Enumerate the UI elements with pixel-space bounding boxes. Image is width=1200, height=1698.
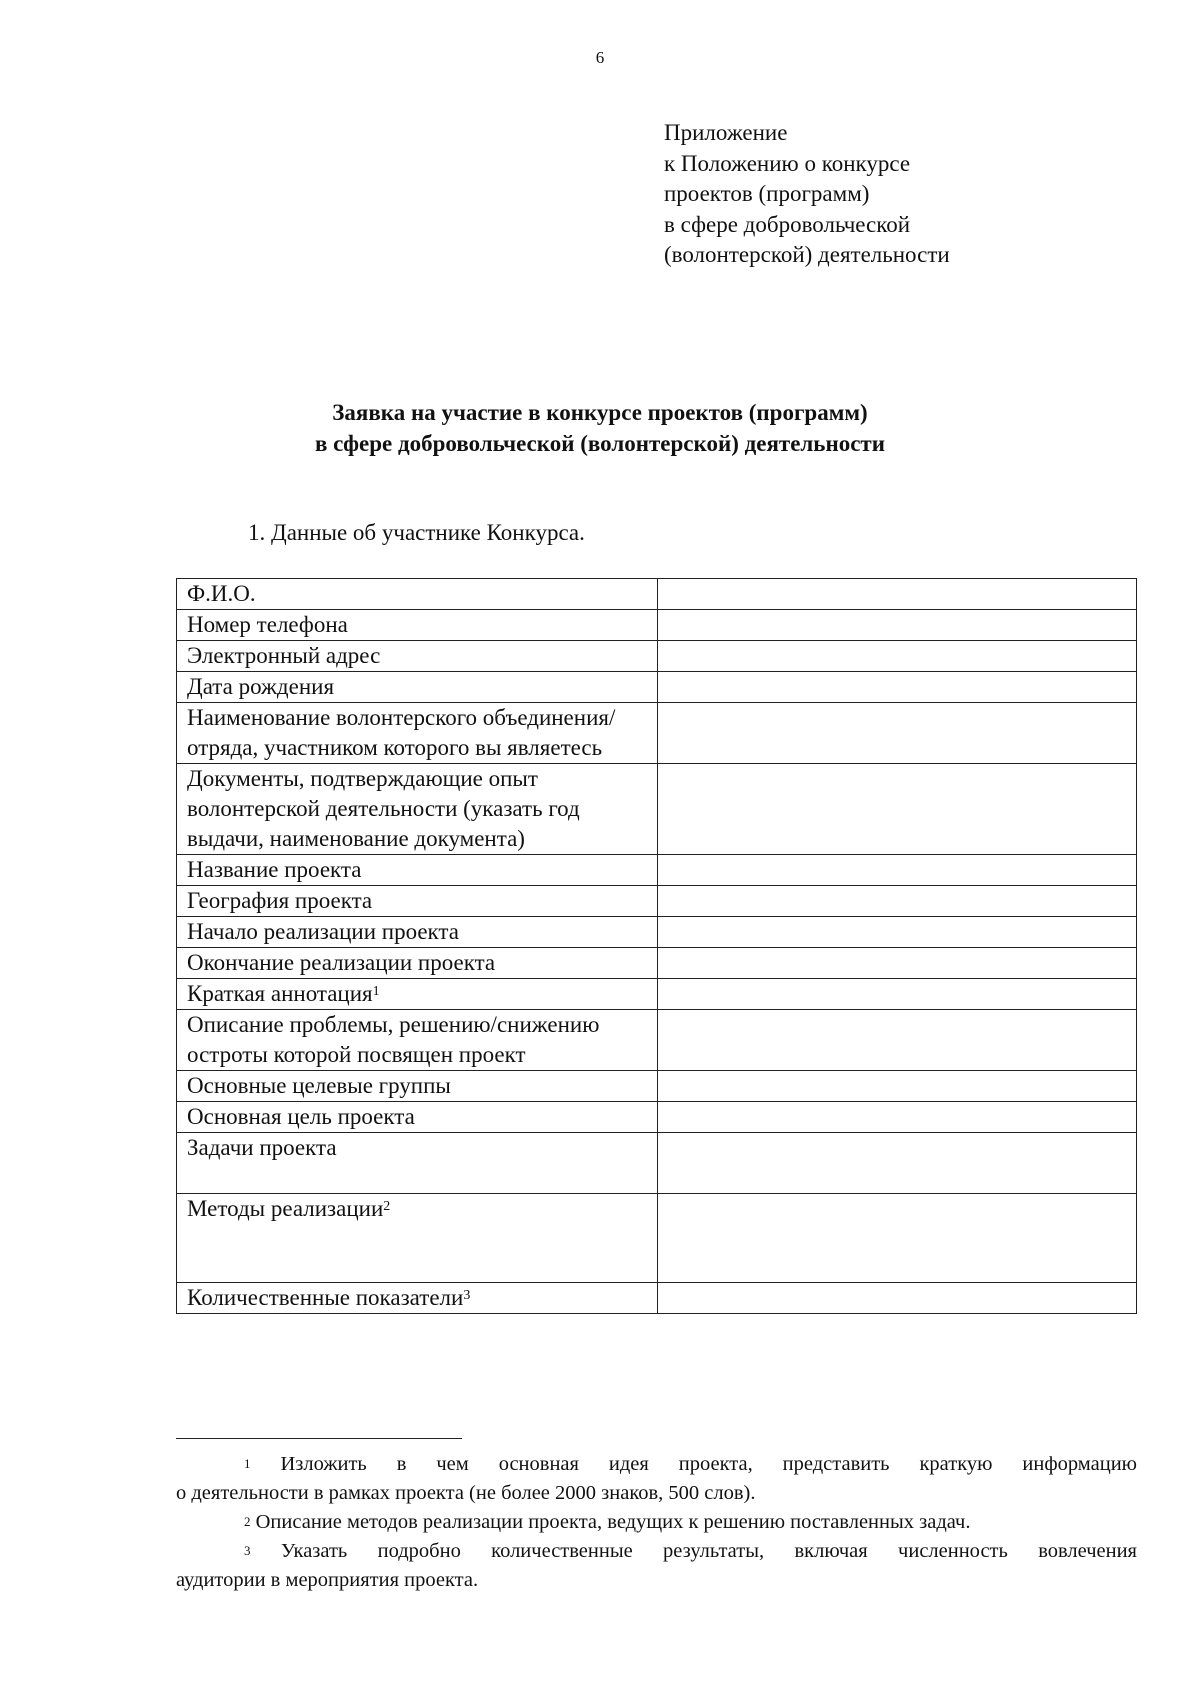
row-value[interactable]: [658, 917, 1137, 948]
footnote-mark: 3: [244, 1543, 251, 1558]
footnote-1-line1: [176, 1450, 1137, 1479]
row-value[interactable]: [658, 1283, 1137, 1314]
row-value[interactable]: [658, 1071, 1137, 1102]
footnote-3-line1: [176, 1537, 1137, 1566]
appendix-line: проектов (программ): [664, 181, 870, 206]
row-label: [177, 1283, 658, 1314]
row-label: Документы, подтверждающие опыт волонтерской деятельности (указать год выдачи, наименование документа): [177, 764, 658, 855]
table-row: [177, 610, 1137, 641]
row-value[interactable]: [658, 703, 1137, 764]
table-row: [177, 1133, 1137, 1194]
row-label: Основные целевые группы: [177, 1071, 658, 1102]
row-value[interactable]: [658, 1010, 1137, 1071]
row-label-text: Количественные показатели: [187, 1285, 464, 1310]
row-value[interactable]: [658, 610, 1137, 641]
footnote-ref: 2: [383, 1199, 391, 1214]
table-row: [177, 855, 1137, 886]
footnote-ref: 1: [372, 984, 380, 999]
row-label-text: Методы реализации: [187, 1196, 384, 1221]
row-value[interactable]: [658, 641, 1137, 672]
table-row: [177, 1194, 1137, 1283]
table-row: [177, 1102, 1137, 1133]
table-row: [177, 764, 1137, 855]
table-row: [177, 641, 1137, 672]
row-value[interactable]: [658, 948, 1137, 979]
footnote-text: Описание методов реализации проекта, ведущих к решению поставленных задач.: [255, 1511, 971, 1533]
row-value[interactable]: [658, 1102, 1137, 1133]
table-row: [177, 672, 1137, 703]
footnote-ref: 3: [463, 1288, 471, 1303]
row-label: Ф.И.О.: [177, 579, 658, 610]
row-value[interactable]: [658, 672, 1137, 703]
row-label: Электронный адрес: [177, 641, 658, 672]
footnote-2: [176, 1508, 1137, 1537]
footnote-separator: [176, 1438, 462, 1439]
footnote-mark: 2: [244, 1514, 251, 1529]
appendix-line: (волонтерской) деятельности: [664, 242, 950, 267]
section-heading: 1. Данные об участнике Конкурса.: [248, 520, 585, 545]
row-label: Основная цель проекта: [177, 1102, 658, 1133]
appendix-line: в сфере добровольческой: [664, 211, 911, 237]
table-row: [177, 1071, 1137, 1102]
table-row: [177, 948, 1137, 979]
row-label: Номер телефона: [177, 610, 658, 641]
table-row: [177, 579, 1137, 610]
row-value[interactable]: [658, 886, 1137, 917]
table-row: [177, 886, 1137, 917]
footnote-3-line2: аудитории в мероприятия проекта.: [176, 1569, 479, 1591]
footnote-1-line2: о деятельности в рамках проекта (не более 2000 знаков, 500 слов).: [176, 1482, 756, 1504]
footnotes: [176, 1450, 1137, 1595]
row-value[interactable]: [658, 1194, 1137, 1283]
footnote-text: Изложить в чем основная идея проекта, представить краткую информацию: [280, 1453, 1137, 1475]
table-row: [177, 1010, 1137, 1071]
row-label: Начало реализации проекта: [177, 917, 658, 948]
table-row: [177, 1283, 1137, 1314]
row-value[interactable]: [658, 855, 1137, 886]
appendix-line: к Положению о конкурсе: [664, 150, 911, 176]
row-label: Описание проблемы, решению/снижению остроты которой посвящен проект: [177, 1010, 658, 1071]
appendix-line: Приложение: [664, 120, 788, 145]
row-label: [177, 979, 658, 1010]
row-label: [177, 1194, 658, 1283]
row-label: Задачи проекта: [177, 1133, 658, 1194]
row-value[interactable]: [658, 764, 1137, 855]
row-label: Название проекта: [177, 855, 658, 886]
title-line: Заявка на участие в конкурсе проектов (программ): [332, 400, 868, 425]
document-title: [0, 397, 1200, 459]
row-label-text: Краткая аннотация: [187, 981, 373, 1006]
participant-form-table: [176, 578, 1137, 1314]
appendix-block: [664, 118, 950, 271]
row-label: Наименование волонтерского объединения/отряда, участником которого вы являетесь: [177, 703, 658, 764]
footnote-mark: 1: [244, 1456, 251, 1471]
row-label: Дата рождения: [177, 672, 658, 703]
row-value[interactable]: [658, 579, 1137, 610]
row-value[interactable]: [658, 1133, 1137, 1194]
page-number: 6: [595, 48, 605, 67]
row-label: География проекта: [177, 886, 658, 917]
footnote-text: Указать подробно количественные результаты, включая численность вовлечения: [280, 1540, 1137, 1562]
row-value[interactable]: [658, 979, 1137, 1010]
title-line: в сфере добровольческой (волонтерской) деятельности: [315, 431, 885, 456]
table-row: [177, 979, 1137, 1010]
table-row: [177, 703, 1137, 764]
row-label: Окончание реализации проекта: [177, 948, 658, 979]
table-row: [177, 917, 1137, 948]
